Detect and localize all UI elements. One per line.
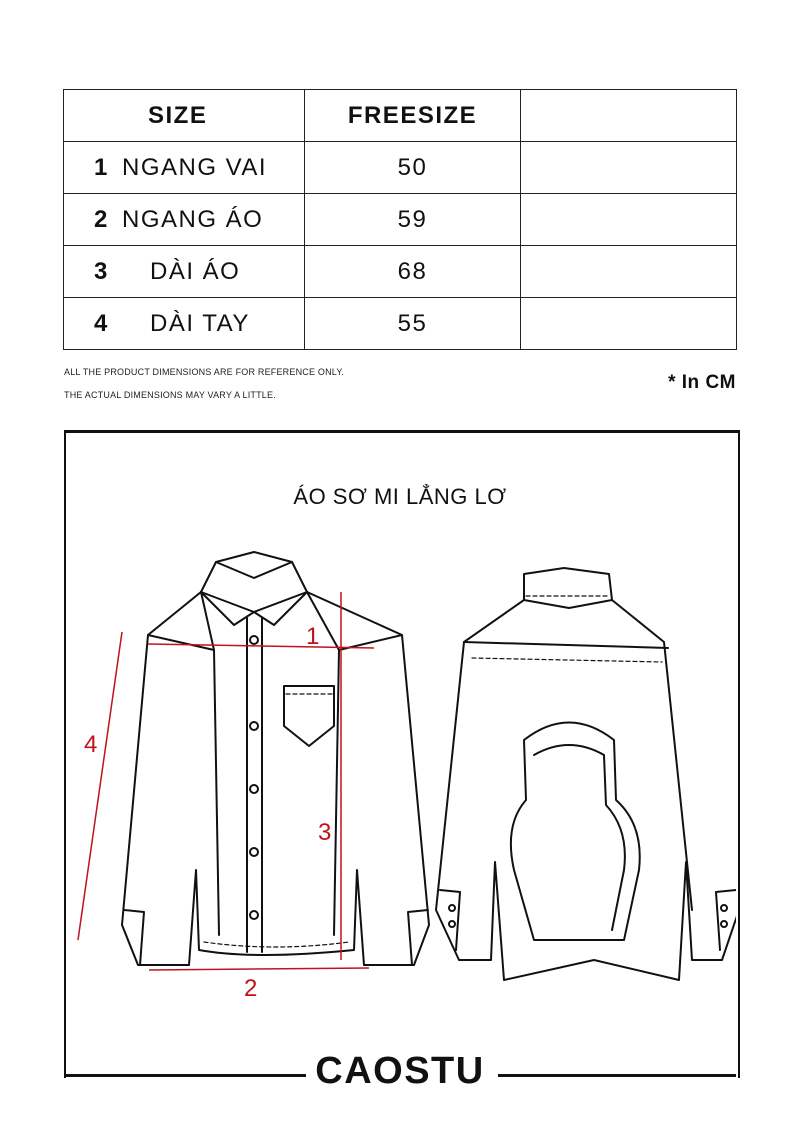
row-empty-cell <box>521 142 737 194</box>
row-label: DÀI TAY <box>150 310 250 337</box>
disclaimer-line-2: THE ACTUAL DIMENSIONS MAY VARY A LITTLE. <box>64 390 276 400</box>
size-table <box>63 89 737 350</box>
table-row <box>64 142 737 194</box>
row-empty-cell <box>521 194 737 246</box>
measure-label-4: 4 <box>84 731 98 758</box>
row-value: 59 <box>305 194 521 246</box>
front-shirt-drawing <box>122 552 429 965</box>
row-number: 2 <box>94 206 109 233</box>
header-empty <box>521 90 737 142</box>
measure-label-1: 1 <box>306 623 320 650</box>
row-label: NGANG ÁO <box>122 206 264 233</box>
row-label-cell <box>64 246 305 298</box>
table-row <box>64 246 737 298</box>
table-row <box>64 298 737 350</box>
measurement-labels <box>84 623 331 1002</box>
row-empty-cell <box>521 246 737 298</box>
row-empty-cell <box>521 298 737 350</box>
measure-label-3: 3 <box>318 819 332 846</box>
row-label: DÀI ÁO <box>150 258 241 285</box>
shirt-illustration <box>64 540 736 1020</box>
row-value: 55 <box>305 298 521 350</box>
brand-logo: CAOSTU <box>315 1050 485 1092</box>
table-row <box>64 194 737 246</box>
row-number: 4 <box>94 310 109 337</box>
row-label-cell <box>64 142 305 194</box>
unit-note: * In CM <box>668 372 736 393</box>
row-label-cell <box>64 298 305 350</box>
measure-label-2: 2 <box>244 975 258 1002</box>
disclaimer-line-1: ALL THE PRODUCT DIMENSIONS ARE FOR REFERENCE ONLY. <box>64 367 345 377</box>
figure-title: ÁO SƠ MI LẲNG LƠ <box>293 484 507 509</box>
row-number: 1 <box>94 154 109 181</box>
header-freesize: FREESIZE <box>305 90 521 142</box>
back-shirt-drawing <box>436 568 736 980</box>
row-label-cell <box>64 194 305 246</box>
measure-line-sleeve <box>78 632 122 940</box>
measure-line-chest <box>149 968 369 970</box>
header-size: SIZE <box>64 90 305 142</box>
row-value: 50 <box>305 142 521 194</box>
table-header-row <box>64 90 737 142</box>
row-value: 68 <box>305 246 521 298</box>
row-number: 3 <box>94 258 109 285</box>
row-label: NGANG VAI <box>122 154 268 181</box>
